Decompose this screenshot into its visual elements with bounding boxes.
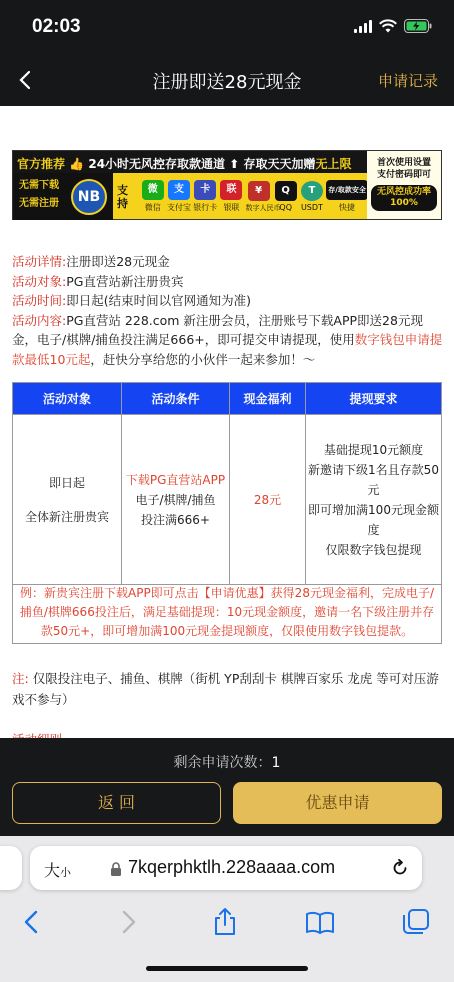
target-label: 活动对象: [12, 273, 67, 289]
detail-value: 注册即送28元现金 [66, 254, 170, 269]
cell-text: 全体新注册贵宾 [24, 509, 109, 524]
note-label: 注: [12, 671, 29, 686]
support-label: 支持 [117, 183, 128, 210]
reload-icon[interactable] [390, 858, 410, 878]
content-text-b: ，赶快分享给您的小伙伴一起来参加！～ [90, 351, 316, 367]
size-small-label: 小 [60, 866, 72, 879]
status-bar [0, 0, 454, 54]
cell-text: 仅限数字钱包提现 [325, 542, 422, 557]
bookmarks-icon[interactable] [304, 906, 336, 938]
back-button[interactable]: 返 回 [12, 782, 221, 824]
success-rate-label: 无风控成功率 [376, 187, 431, 197]
cell-target [13, 415, 122, 585]
detail-label: 活动详情: [12, 254, 67, 269]
activity-target [12, 272, 444, 292]
cell-text: 即日起 [48, 475, 85, 490]
payment-quick [326, 180, 368, 213]
banner-left-line2: 无需注册 [19, 198, 59, 209]
payment-usdt [300, 181, 324, 212]
banner-headline-a: 24小时无风控存取款通道 [88, 157, 226, 171]
banner-tag: 官方推荐 [17, 157, 66, 171]
activity-content [12, 311, 444, 370]
home-indicator [146, 966, 308, 971]
browser-toolbar [0, 902, 454, 942]
cell-cash: 28元 [230, 415, 306, 585]
time-value: 即日起(结束时间以官网通知为准) [66, 293, 251, 308]
cell-condition [122, 415, 230, 585]
status-icons [354, 19, 432, 33]
lock-icon [110, 862, 122, 876]
alipay-icon: 支 [168, 180, 190, 200]
table-row [13, 415, 442, 585]
payment-ecny [245, 181, 281, 213]
banner-left-line1: 无需下载 [19, 180, 59, 191]
promo-banner[interactable] [12, 150, 442, 220]
payment-label: 微信 [144, 203, 161, 212]
time-label: 活动时间: [12, 293, 67, 308]
application-records-link[interactable]: 申请记录 [377, 72, 438, 90]
browser-forward-icon[interactable] [112, 906, 144, 938]
activity-table [12, 382, 442, 585]
payment-wechat [141, 180, 165, 213]
content-text-a: PG直营站 228.com 新注册会员，注册账号下载APP即送28元现金，电子/棋牌/捕鱼投注满足666+，即可提交申请提现，使用 [12, 312, 423, 347]
payment-label: 支付宝 [166, 203, 191, 212]
banner-headline-b: 存取天天加赠 [243, 157, 316, 171]
payment-label: USDT [300, 203, 323, 212]
remaining-count [0, 752, 454, 772]
cell-text: 基础提现10元额度 [323, 442, 424, 457]
remaining-value: 1 [271, 755, 281, 771]
content-text-red: 数字钱包申请提款最低10元起 [12, 332, 443, 367]
browser-back-icon[interactable] [16, 906, 48, 938]
wechat-icon: 微 [142, 180, 164, 200]
activity-info [12, 252, 444, 369]
nb-logo: NB [71, 179, 107, 215]
battery-charging-icon [404, 19, 432, 33]
reader-size-button[interactable] [44, 858, 71, 881]
browser-chrome [0, 836, 454, 982]
table-header: 活动对象 [13, 383, 122, 415]
page-content [0, 106, 454, 738]
example-text: 例：新贵宾注册下载APP即可点击【申请优惠】获得28元现金福利，完成电子/捕鱼/棋牌666投注后，满足基础提现：10元现金额度，邀请一名下级注册并存款50元+，即可增加满100元现金提现额度，仅限使用数字钱包提款。 [12, 576, 442, 644]
cell-text: 即可增加满100元现金额度 [308, 502, 439, 537]
payment-label: 银联 [223, 203, 240, 212]
note-text: 仅限投注电子、捕鱼、棋牌（街机 YP刮刮卡 棋牌百家乐 龙虎 等可对压游戏不参与） [12, 671, 439, 707]
success-rate-badge [371, 185, 437, 211]
usdt-icon: T [301, 181, 323, 201]
share-icon[interactable] [209, 906, 241, 938]
cell-text: 电子/棋牌/捕鱼 [135, 492, 216, 507]
previous-tab-peek[interactable] [0, 846, 22, 890]
status-time: 02:03 [32, 16, 81, 37]
payment-label: 银行卡 [193, 203, 218, 212]
payment-methods [113, 173, 369, 220]
banner-headline-c: 无上限 [315, 157, 352, 171]
content-label: 活动内容: [12, 312, 67, 328]
nav-bar [0, 54, 454, 106]
apply-promo-button[interactable]: 优惠申请 [233, 782, 442, 824]
table-header-row [13, 383, 442, 415]
cellular-signal-icon [354, 20, 372, 33]
payment-bankcard [193, 180, 217, 213]
banner-left-panel [13, 173, 113, 220]
thumb-icon: 👍 [69, 157, 85, 171]
target-value: PG直营站新注册贵宾 [66, 273, 184, 289]
banner-right-line1: 首次使用设置 [376, 158, 431, 168]
cell-text: 新邀请下级1名且存款50元 [308, 462, 439, 497]
wifi-icon [379, 20, 397, 33]
success-rate-value: 100% [390, 198, 418, 208]
note [12, 668, 444, 710]
cell-text: 投注满666+ [141, 512, 210, 527]
activity-time [12, 291, 444, 311]
up-arrow-icon: ⬆ [229, 157, 240, 171]
banner-right-panel [367, 151, 441, 219]
unionpay-icon: 联 [220, 180, 242, 200]
remaining-label: 剩余申请次数： [173, 755, 272, 771]
bank-card-icon: 卡 [194, 180, 216, 200]
activity-detail [12, 252, 444, 272]
table-header: 现金福利 [230, 383, 306, 415]
action-bar [0, 738, 454, 836]
address-bar[interactable] [30, 846, 422, 890]
tabs-icon[interactable] [400, 906, 432, 938]
size-large-label: 大 [44, 861, 61, 880]
payment-label: 数字人民币 [245, 203, 281, 212]
page-title: 注册即送28元现金 [152, 72, 302, 93]
table-header: 活动条件 [122, 383, 230, 415]
url-text: 7kqerphktlh.228aaaa.com [128, 857, 336, 877]
payment-qq [274, 181, 298, 212]
payment-label: 快捷 [339, 203, 356, 212]
qq-icon: Q [275, 181, 297, 201]
table-header: 提现要求 [306, 383, 442, 415]
digital-rmb-icon: ¥ [248, 181, 270, 201]
banner-right-line2: 支付密码即可 [376, 170, 431, 180]
payment-label: QQ [279, 203, 292, 212]
cell-requirement [306, 415, 442, 585]
payment-alipay [167, 180, 191, 213]
cell-text: 下载PG直营站APP [125, 472, 226, 487]
secure-deposit-icon: 存/取款安全 [326, 180, 368, 200]
payment-unionpay [219, 180, 243, 213]
